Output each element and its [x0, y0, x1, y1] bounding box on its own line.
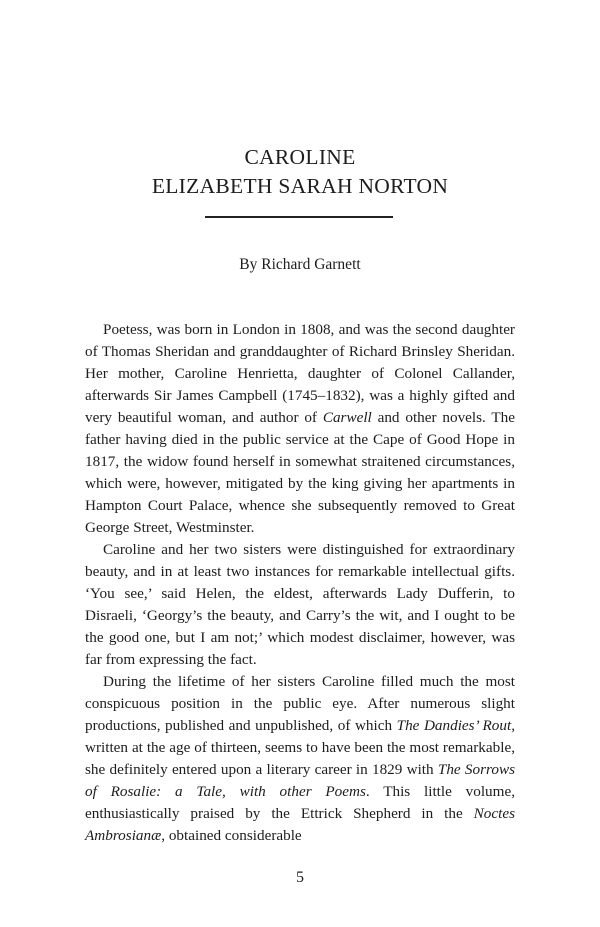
paragraph [85, 539, 515, 671]
italic-title-run: The Sorrows of Rosalie: a Tale, with other Poems [85, 761, 515, 800]
italic-title-run: Noctes Ambrosianæ [85, 805, 515, 844]
text-run: Poetess, was born in London in 1808, and was the second daughter of Thomas Sheridan and granddaughter of Richard Brinsley Sheridan. Her mother, Caroline Henrietta, daughter of Colonel Callander, afterwards Sir James Campbell (1745–1832), was a highly gifted and very beautiful woman, and author of [85, 321, 515, 426]
title-divider [205, 216, 393, 218]
text-run: , obtained considerable [161, 827, 302, 844]
author-byline: By Richard Garnett [239, 256, 361, 273]
italic-title-run: Carwell [322, 409, 372, 426]
text-run: . This little volume, enthusiastically praised by the Ettrick Shepherd in the [85, 783, 516, 822]
paragraph [85, 319, 515, 539]
text-run: , written at the age of thirteen, seems to have been the most remarkable, she definitely entered upon a literary career in 1829 with [85, 717, 515, 778]
text-run: During the lifetime of her sisters Caroline filled much the most conspicuous position in the public eye. After numerous slight productions, published and unpublished, of which [85, 673, 515, 734]
text-run: and other novels. The father having died in the public service at the Cape of Good Hope in 1817, the widow found herself in somewhat straitened circumstances, which were, however, mitigated by the king giving her apartments in Hampton Court Palace, whence she subsequently removed to Great George Street, Westminster. [85, 409, 515, 536]
chapter-title-line-1: CAROLINE [244, 145, 356, 169]
chapter-title-line-2: ELIZABETH SARAH NORTON [151, 174, 449, 198]
page-number: 5 [296, 869, 304, 886]
body-text [85, 319, 515, 847]
italic-title-run: The Dandies’ Rout [396, 717, 512, 734]
text-run: Caroline and her two sisters were distinguished for extraordinary beauty, and in at least two instances for remarkable intellectual gifts. ‘You see,’ said Helen, the eldest, afterwards Lady Dufferin, to Disraeli, ‘Georgy’s the beauty, and Carry’s the wit, and I ought to be the good one, but I am not;’ which modest disclaimer, however, was far from expressing the fact. [85, 541, 515, 668]
chapter-title [0, 143, 600, 201]
paragraph [85, 671, 515, 847]
